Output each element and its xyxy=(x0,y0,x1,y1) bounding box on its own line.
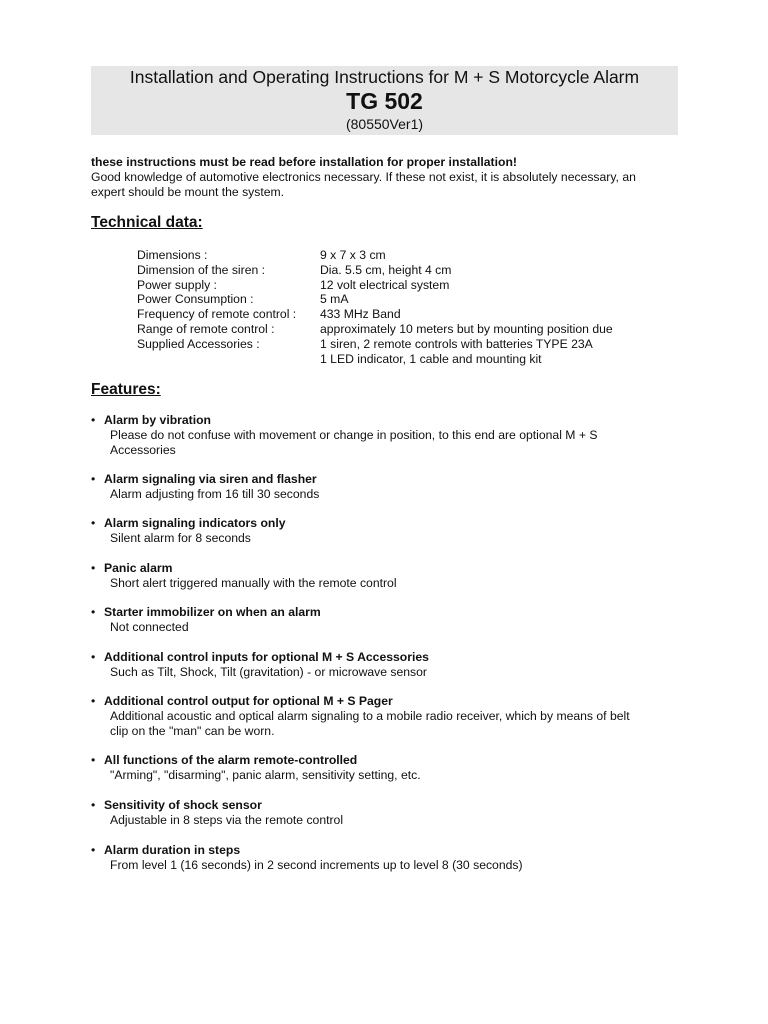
spec-row xyxy=(137,307,613,322)
spec-label xyxy=(137,352,320,367)
bullet-icon: • xyxy=(91,843,96,857)
bullet-icon: • xyxy=(91,413,96,427)
spec-value: Dia. 5.5 cm, height 4 cm xyxy=(320,262,452,277)
spec-row xyxy=(137,292,613,307)
feature-item xyxy=(91,694,691,739)
feature-description: Silent alarm for 8 seconds xyxy=(110,531,251,545)
spec-label: Dimensions : xyxy=(137,248,208,262)
feature-title: Starter immobilizer on when an alarm xyxy=(104,605,321,619)
feature-item xyxy=(91,561,691,591)
intro-section xyxy=(91,155,691,200)
feature-title: All functions of the alarm remote-controlled xyxy=(104,753,358,767)
feature-item xyxy=(91,516,691,546)
bullet-icon: • xyxy=(91,561,96,575)
title-box xyxy=(91,66,678,135)
feature-item xyxy=(91,650,691,680)
feature-item xyxy=(91,413,691,458)
feature-item xyxy=(91,472,691,502)
spec-value: 1 LED indicator, 1 cable and mounting kit xyxy=(320,351,542,366)
spec-value: 1 siren, 2 remote controls with batteries TYPE 23A xyxy=(320,336,593,351)
feature-title: Alarm signaling indicators only xyxy=(104,516,286,530)
feature-description: Not connected xyxy=(110,620,189,634)
feature-description: Alarm adjusting from 16 till 30 seconds xyxy=(110,487,320,501)
spec-label: Frequency of remote control : xyxy=(137,307,297,322)
feature-description: "Arming", "disarming", panic alarm, sensitivity setting, etc. xyxy=(110,768,421,782)
feature-title: Alarm by vibration xyxy=(104,413,212,427)
feature-description: Adjustable in 8 steps via the remote control xyxy=(110,813,344,827)
spec-value: 5 mA xyxy=(320,292,349,307)
technical-data-heading: Technical data: xyxy=(91,214,203,231)
warning-text: these instructions must be read before installation for proper installation! xyxy=(91,155,517,169)
feature-description: From level 1 (16 seconds) in 2 second increments up to level 8 (30 seconds) xyxy=(110,858,523,872)
spec-row xyxy=(137,278,613,293)
feature-title: Sensitivity of shock sensor xyxy=(104,798,262,812)
bullet-icon: • xyxy=(91,472,96,486)
features-heading: Features: xyxy=(91,381,161,398)
feature-description: Accessories xyxy=(110,443,176,457)
document-title: Installation and Operating Instructions for M + S Motorcycle Alarm xyxy=(129,67,640,87)
bullet-icon: • xyxy=(91,605,96,619)
spec-label: Power supply : xyxy=(137,277,217,292)
feature-title: Alarm signaling via siren and flasher xyxy=(104,472,317,486)
intro-line: Good knowledge of automotive electronics necessary. If these not exist, it is absolutely necessary, an xyxy=(91,170,636,184)
feature-item xyxy=(91,753,691,783)
feature-item xyxy=(91,798,691,828)
bullet-icon: • xyxy=(91,798,96,812)
bullet-icon: • xyxy=(91,694,96,708)
spec-value: approximately 10 meters but by mounting position due xyxy=(320,321,613,336)
feature-description: Additional acoustic and optical alarm signaling to a mobile radio receiver, which by means of belt xyxy=(110,709,630,723)
feature-description: Short alert triggered manually with the remote control xyxy=(110,576,397,590)
spec-label: Supplied Accessories : xyxy=(137,336,260,351)
spec-value: 9 x 7 x 3 cm xyxy=(320,248,386,262)
feature-item xyxy=(91,843,691,873)
bullet-icon: • xyxy=(91,650,96,664)
feature-title: Panic alarm xyxy=(104,561,173,575)
spec-label: Dimension of the siren : xyxy=(137,262,266,277)
spec-row xyxy=(137,352,613,367)
spec-row xyxy=(137,248,613,263)
spec-row xyxy=(137,337,613,352)
bullet-icon: • xyxy=(91,753,96,767)
spec-label: Range of remote control : xyxy=(137,321,275,336)
intro-line: expert should be mount the system. xyxy=(91,185,285,199)
spec-label: Power Consumption : xyxy=(137,292,254,307)
feature-title: Additional control output for optional M + S Pager xyxy=(104,694,393,708)
feature-title: Alarm duration in steps xyxy=(104,843,241,857)
spec-row xyxy=(137,322,613,337)
technical-data-table xyxy=(137,248,613,366)
bullet-icon: • xyxy=(91,516,96,530)
model-name: TG 502 xyxy=(346,88,423,114)
spec-value: 433 MHz Band xyxy=(320,307,401,322)
spec-row xyxy=(137,263,613,278)
feature-description: Such as Tilt, Shock, Tilt (gravitation) - or microwave sensor xyxy=(110,665,427,679)
feature-item xyxy=(91,605,691,635)
spec-value: 12 volt electrical system xyxy=(320,277,450,292)
feature-description: clip on the "man" can be worn. xyxy=(110,724,275,738)
version-code: (80550Ver1) xyxy=(345,116,424,132)
feature-description: Please do not confuse with movement or change in position, to this end are optional M + S xyxy=(110,428,598,442)
feature-title: Additional control inputs for optional M + S Accessories xyxy=(104,650,429,664)
